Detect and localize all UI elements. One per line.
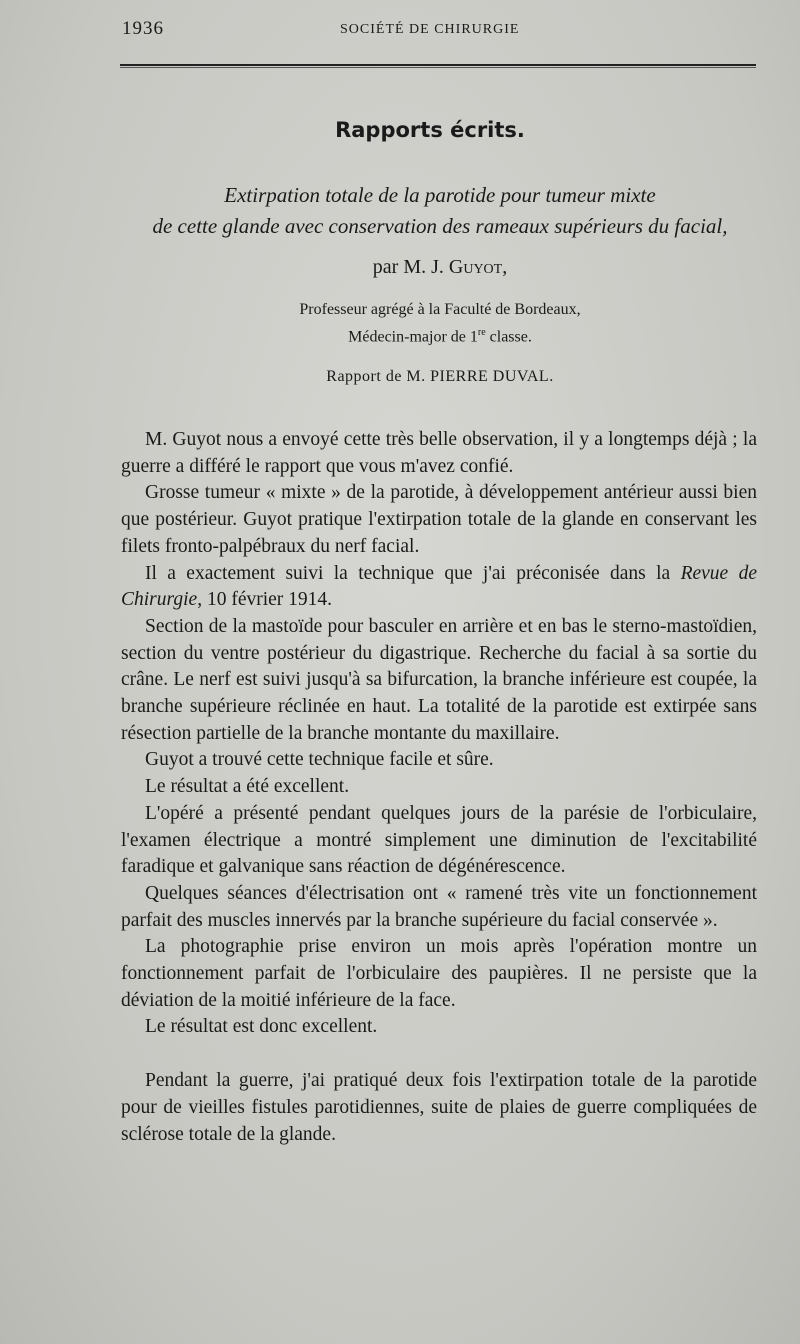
paragraph-3-text-b: , 10 février 1914.	[197, 589, 333, 611]
affiliation	[120, 298, 760, 348]
paragraph-3	[121, 561, 757, 614]
affiliation-line-1: Professeur agrégé à la Faculté de Bordeaux,	[299, 301, 581, 318]
paragraph-11: Pendant la guerre, j'ai pratiqué deux fois l'extirpation totale de la parotide pour de vieilles fistules parotidiennes, suite de plaies de guerre compliquées de sclérose totale de la glande.	[121, 1070, 757, 1145]
article-title-line-2: de cette glande avec conservation des rameaux supérieurs du facial,	[152, 214, 728, 238]
section-title: Rapports écrits.	[335, 118, 525, 142]
journal-title: Revue de Chirurgie	[121, 562, 757, 611]
paragraph-1: M. Guyot nous a envoyé cette très belle observation, il y a longtemps déjà ; la guerre a différé le rapport que vous m'avez confié.	[121, 429, 757, 477]
affiliation-line-2	[120, 321, 760, 348]
article-body	[121, 427, 757, 1148]
running-head: SOCIÉTÉ DE CHIRURGIE	[340, 22, 520, 37]
author-line	[120, 256, 760, 279]
article-title	[120, 180, 760, 242]
affiliation-class: classe.	[485, 328, 532, 346]
affiliation-rank: Médecin-major de 1	[348, 328, 478, 346]
paragraph-10: Le résultat est donc excellent.	[145, 1016, 378, 1038]
paragraph-7: L'opéré a présenté pendant quelques jours de la parésie de l'orbiculaire, l'examen électrique a montré simplement une diminution de l'excitabilité faradique et galvanique sans réaction de dégénérescence.	[121, 802, 757, 878]
header-rule	[120, 64, 756, 66]
page-number: 1936	[122, 18, 164, 39]
article-title-line-1: Extirpation totale de la parotide pour tumeur mixte	[224, 183, 656, 207]
page-header	[122, 18, 752, 46]
rapporteur-line: Rapport de M. PIERRE DUVAL.	[326, 368, 554, 385]
paragraph-4: Section de la mastoïde pour basculer en arrière et en bas le sterno-mastoïdien, section du ventre postérieur du digastrique. Recherche du facial à sa sortie du crâne. Le nerf est suivi jusqu'à sa bifurcation, la branche inférieure est coupée, la branche supérieure réclinée en haut. La totalité de la parotide est extirpée sans résection partielle de la branche montante du maxillaire.	[121, 615, 757, 744]
affiliation-rank-sup: re	[477, 327, 486, 338]
paragraph-6: Le résultat a été excellent.	[145, 776, 350, 798]
header-rule-thin	[120, 67, 756, 68]
author-prefix: par M. J.	[372, 256, 444, 278]
paragraph-2: Grosse tumeur « mixte » de la parotide, à développement antérieur aussi bien que postérieur. Guyot pratique l'extirpation totale de la glande en conservant les filets fronto-palpébraux du nerf facial.	[121, 482, 757, 557]
paragraph-5: Guyot a trouvé cette technique facile et sûre.	[145, 749, 494, 771]
paragraph-8: Quelques séances d'électrisation ont « ramené très vite un fonctionnement parfait des muscles innervés par la branche supérieure du facial conservée ».	[121, 882, 757, 931]
paragraph-9: La photographie prise environ un mois après l'opération montre un fonctionnement parfait de l'orbiculaire des paupières. Il ne persiste que la déviation de la moitié inférieure de la face.	[121, 936, 757, 1011]
author-name: Guyot,	[448, 256, 508, 278]
paragraph-3-text-a: Il a exactement suivi la technique que j'ai préconisée dans la	[145, 562, 681, 584]
